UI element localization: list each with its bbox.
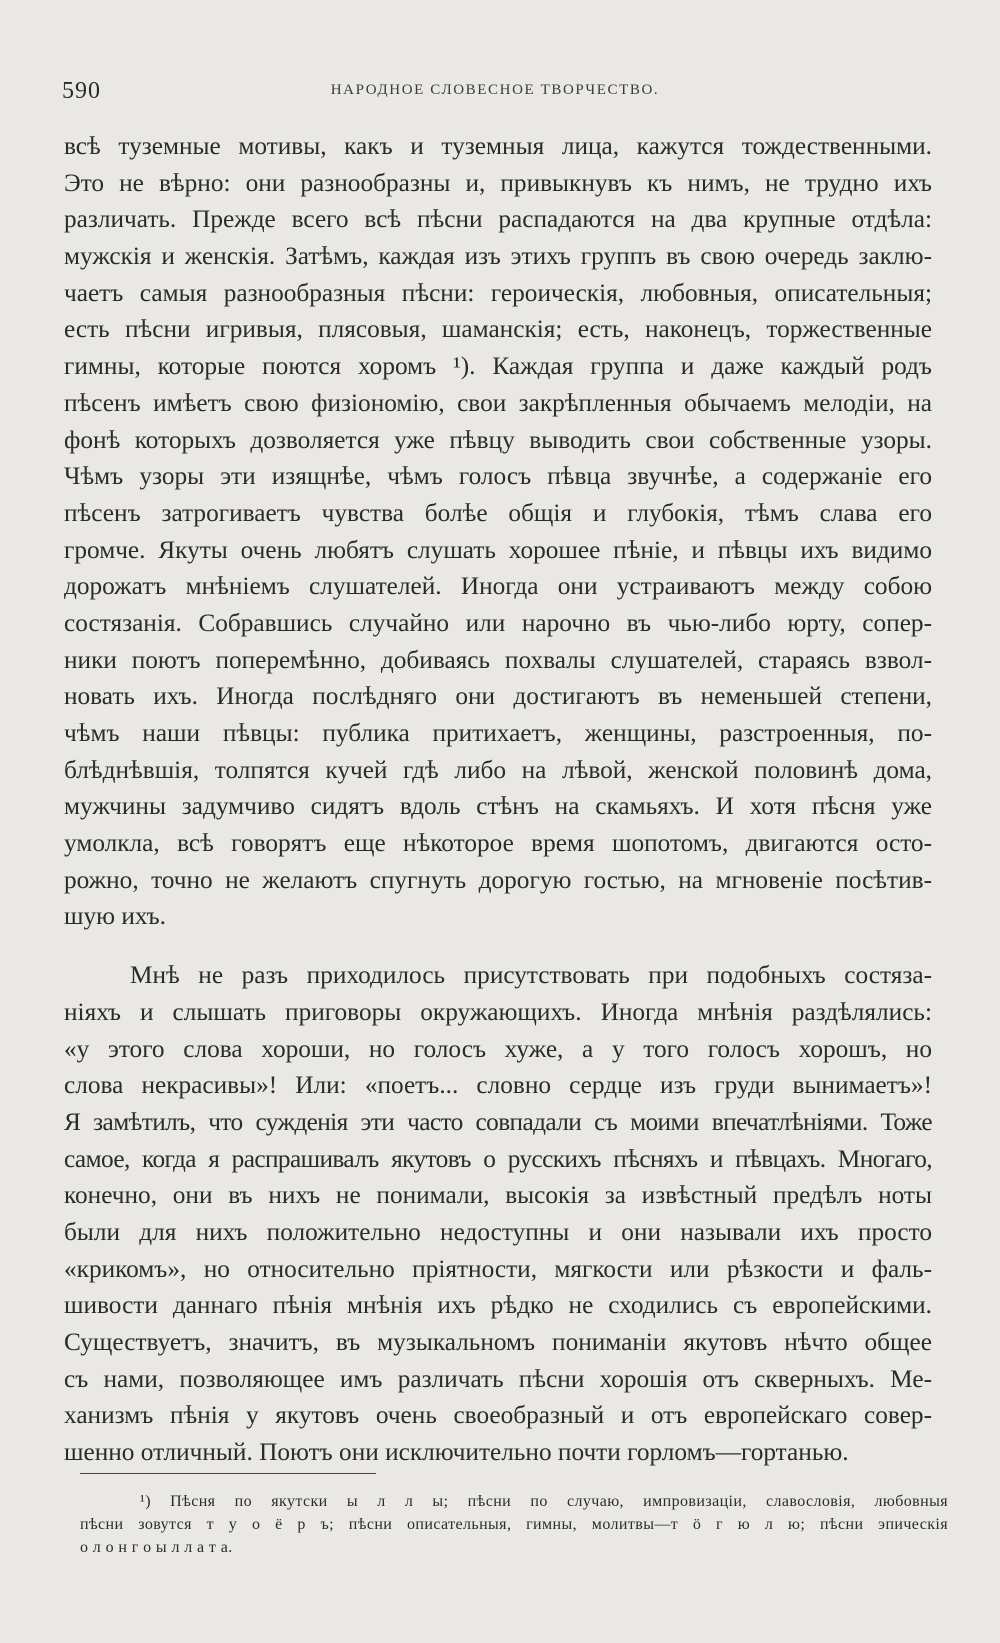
text-line: конечно, они въ нихъ не понимали, высокія за извѣстный предѣлъ ноты: [64, 1181, 932, 1210]
text-line: новать ихъ. Иногда послѣдняго они достигаютъ въ неменьшей степени,: [64, 682, 932, 711]
running-title: НАРОДНОЕ СЛОВЕСНОЕ ТВОРЧЕСТВО.: [330, 82, 660, 98]
footnote-line: о л о н г о ы л л а т а.: [80, 1539, 233, 1556]
text-line: чаетъ самыя разнообразныя пѣсни: героическія, любовныя, описательныя;: [64, 278, 932, 307]
text-line: есть пѣсни игривыя, плясовыя, шаманскія; есть, наконецъ, торжественные: [64, 315, 932, 344]
text-line: Я замѣтилъ, что сужденія эти часто совпадали съ моими впечатлѣніями. Тоже: [64, 1107, 932, 1136]
text-line: шивости даннаго пѣнія мнѣнія ихъ рѣдко не сходились съ европейскими.: [64, 1291, 932, 1320]
footnote-line: пѣсни зовутся т у о ё р ъ; пѣсни описательныя, гимны, молитвы—т ö г ю л ю; пѣсни эпическія: [80, 1516, 948, 1533]
text-line: гимны, которые поются хоромъ ¹). Каждая группа и даже каждый родъ: [64, 352, 932, 381]
text-line: шенно отличный. Поютъ они исключительно почти горломъ—гортанью.: [64, 1438, 849, 1467]
text-line: мужскія и женскія. Затѣмъ, каждая изъ этихъ группъ въ свою очередь заклю-: [64, 242, 932, 271]
text-line: блѣднѣвшія, толпятся кучей гдѣ либо на лѣвой, женской половинѣ дома,: [64, 755, 932, 784]
text-line: Это не вѣрно: они разнообразны и, привыкнувъ къ нимъ, не трудно ихъ: [64, 168, 932, 197]
text-line: шую ихъ.: [64, 902, 166, 931]
paragraph-1: [64, 128, 932, 935]
paragraph-2: [64, 957, 932, 1471]
text-line: рожно, точно не желаютъ спугнуть дорогую гостью, на мгновеніе посѣтив-: [64, 865, 932, 894]
text-line: различать. Прежде всего всѣ пѣсни распадаются на два крупные отдѣла:: [64, 205, 932, 234]
text-line: мужчины задумчиво сидятъ вдоль стѣнъ на скамьяхъ. И хотя пѣсня уже: [64, 792, 932, 821]
text-line: ніяхъ и слышать приговоры окружающихъ. Иногда мнѣнія раздѣлялись:: [64, 997, 932, 1026]
text-line: Существуетъ, значитъ, въ музыкальномъ пониманіи якутовъ нѣчто общее: [64, 1328, 932, 1356]
text-line: чѣмъ наши пѣвцы: публика притихаетъ, женщины, разстроенныя, по-: [64, 719, 932, 747]
text-line: «крикомъ», но относительно пріятности, мягкости или рѣзкости и фаль-: [64, 1254, 932, 1283]
body-text: [64, 128, 932, 1471]
page-header: [62, 78, 928, 108]
text-line: дорожатъ мнѣніемъ слушателей. Иногда они устраиваютъ между собою: [64, 572, 932, 601]
text-line: пѣсенъ затрогиваетъ чувства болѣе общія и глубокія, тѣмъ слава его: [64, 498, 932, 527]
footnote-line: ¹) Пѣсня по якутски ы л л ы; пѣсни по случаю, импровизаціи, славословія, любовныя: [140, 1493, 948, 1510]
text-line: слова некрасивы»! Или: «поетъ... словно сердце изъ груди вынимаетъ»!: [64, 1071, 932, 1100]
text-line: умолкла, всѣ говорятъ еще нѣкоторое время шопотомъ, двигаются осто-: [64, 829, 932, 858]
text-line: «у этого слова хороши, но голосъ хуже, а у того голосъ хорошъ, но: [64, 1034, 932, 1063]
footnote: [80, 1490, 948, 1559]
footnote-divider: [80, 1473, 376, 1474]
text-line: Мнѣ не разъ приходилось присутствовать при подобныхъ состяза-: [130, 961, 932, 990]
text-line: были для нихъ положительно недоступны и они называли ихъ просто: [64, 1217, 932, 1246]
text-line: съ нами, позволяющее имъ различать пѣсни хорошія отъ скверныхъ. Ме-: [64, 1364, 932, 1393]
text-line: самое, когда я распрашивалъ якутовъ о русскихъ пѣсняхъ и пѣвцахъ. Многаго,: [64, 1144, 932, 1173]
text-line: ники поютъ поперемѣнно, добиваясь похвалы слушателей, стараясь взвол-: [64, 645, 932, 674]
page-number: 590: [62, 78, 101, 104]
text-line: состязанія. Собравшись случайно или нарочно въ чью-либо юрту, сопер-: [64, 608, 932, 637]
text-line: пѣсенъ имѣетъ свою физіономію, свои закрѣпленныя обычаемъ мелодіи, на: [64, 388, 932, 417]
text-line: громче. Якуты очень любятъ слушать хорошее пѣніе, и пѣвцы ихъ видимо: [64, 535, 932, 564]
text-line: ханизмъ пѣнія у якутовъ очень своеобразный и отъ европейскаго совер-: [64, 1401, 932, 1430]
text-line: фонѣ которыхъ дозволяется уже пѣвцу выводить свои собственные узоры.: [64, 425, 932, 454]
text-line: Чѣмъ узоры эти изящнѣе, чѣмъ голосъ пѣвца звучнѣе, а содержаніе его: [64, 462, 932, 491]
text-line: всѣ туземные мотивы, какъ и туземныя лица, кажутся тождественными.: [64, 132, 932, 160]
paragraph-gap: [64, 935, 932, 957]
